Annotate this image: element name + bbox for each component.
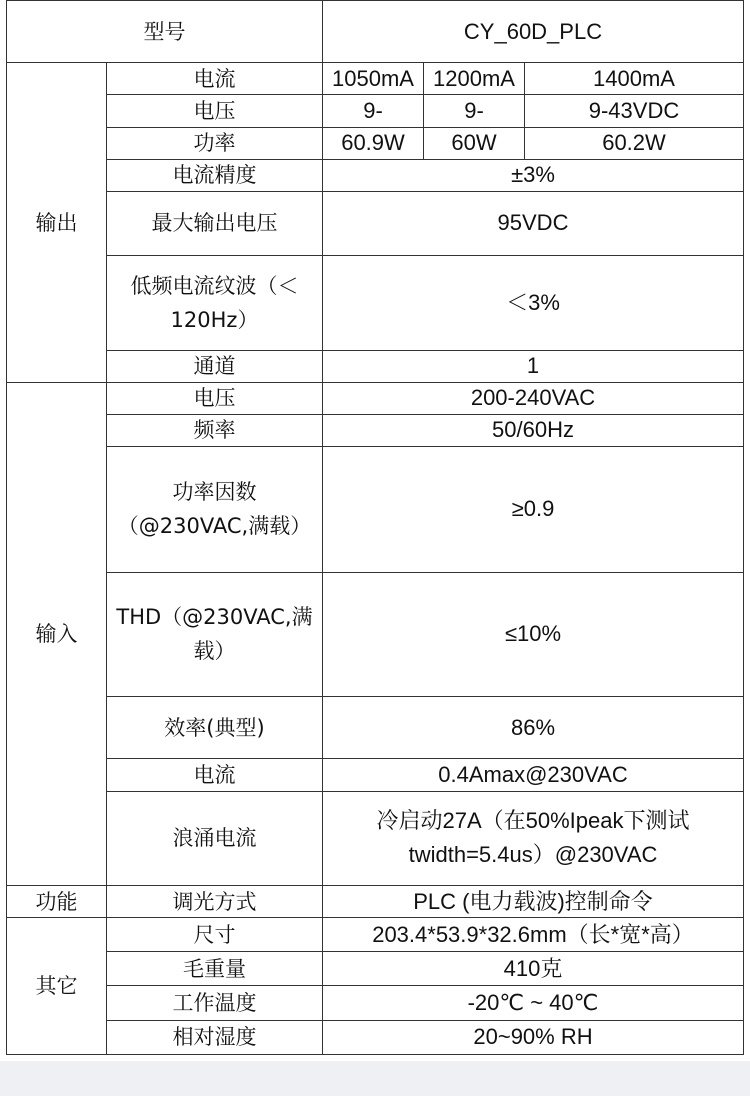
input-efficiency-label: 效率(典型)	[107, 697, 323, 759]
table-row	[7, 256, 744, 350]
table-row	[7, 1020, 744, 1054]
output-current-label: 电流	[107, 63, 323, 95]
table-row	[7, 886, 744, 918]
other-weight-value: 410克	[323, 952, 744, 986]
input-inrush-label: 浪涌电流	[107, 791, 323, 885]
page-bottom-band	[0, 1061, 750, 1096]
input-thd-label: THD（@230VAC,满载）	[107, 572, 323, 697]
output-power-1: 60.9W	[323, 127, 424, 159]
other-temp-label: 工作温度	[107, 986, 323, 1020]
input-frequency-value: 50/60Hz	[323, 414, 744, 446]
table-row	[7, 918, 744, 952]
table-row	[7, 63, 744, 95]
model-value: CY_60D_PLC	[323, 1, 744, 63]
output-max-voltage-value: 95VDC	[323, 191, 744, 255]
table-row	[7, 382, 744, 414]
table-row	[7, 414, 744, 446]
table-row	[7, 350, 744, 382]
output-current-1200: 1200mA	[424, 63, 525, 95]
table-row	[7, 1, 744, 63]
function-dimming-label: 调光方式	[107, 886, 323, 918]
other-temp-value: -20℃ ~ 40℃	[323, 986, 744, 1020]
table-row	[7, 159, 744, 191]
input-current-label: 电流	[107, 759, 323, 791]
output-power-3: 60.2W	[525, 127, 744, 159]
output-channels-label: 通道	[107, 350, 323, 382]
output-power-label: 功率	[107, 127, 323, 159]
output-accuracy-label: 电流精度	[107, 159, 323, 191]
other-size-label: 尺寸	[107, 918, 323, 952]
output-ripple-label: 低频电流纹波（＜120Hz）	[107, 256, 323, 350]
function-dimming-value: PLC (电力载波)控制命令	[323, 886, 744, 918]
group-output: 输出	[7, 63, 107, 382]
output-ripple-value: ＜3%	[323, 256, 744, 350]
table-row	[7, 791, 744, 885]
output-power-2: 60W	[424, 127, 525, 159]
other-size-value: 203.4*53.9*32.6mm（长*宽*高）	[323, 918, 744, 952]
output-voltage-1: 9-	[323, 95, 424, 127]
output-max-voltage-label: 最大输出电压	[107, 191, 323, 255]
output-current-1400: 1400mA	[525, 63, 744, 95]
other-humidity-value: 20~90% RH	[323, 1020, 744, 1054]
group-function: 功能	[7, 886, 107, 918]
input-voltage-value: 200-240VAC	[323, 382, 744, 414]
spec-table	[6, 0, 744, 1055]
input-voltage-label: 电压	[107, 382, 323, 414]
output-voltage-label: 电压	[107, 95, 323, 127]
table-row	[7, 986, 744, 1020]
input-inrush-value: 冷启动27A（在50%Ipeak下测试twidth=5.4us）@230VAC	[323, 791, 744, 885]
model-label: 型号	[7, 1, 323, 63]
other-humidity-label: 相对湿度	[107, 1020, 323, 1054]
output-voltage-3: 9-43VDC	[525, 95, 744, 127]
table-row	[7, 447, 744, 573]
table-row	[7, 191, 744, 255]
output-accuracy-value: ±3%	[323, 159, 744, 191]
input-power-factor-label: 功率因数（@230VAC,满载）	[107, 447, 323, 573]
table-row	[7, 952, 744, 986]
input-current-value: 0.4Amax@230VAC	[323, 759, 744, 791]
table-row	[7, 572, 744, 697]
group-other: 其它	[7, 918, 107, 1055]
output-channels-value: 1	[323, 350, 744, 382]
input-efficiency-value: 86%	[323, 697, 744, 759]
table-row	[7, 759, 744, 791]
input-power-factor-value: ≥0.9	[323, 447, 744, 573]
output-current-1050: 1050mA	[323, 63, 424, 95]
table-row	[7, 95, 744, 127]
input-frequency-label: 频率	[107, 414, 323, 446]
table-row	[7, 127, 744, 159]
other-weight-label: 毛重量	[107, 952, 323, 986]
output-voltage-2: 9-	[424, 95, 525, 127]
input-thd-value: ≤10%	[323, 572, 744, 697]
group-input: 输入	[7, 382, 107, 885]
table-row	[7, 697, 744, 759]
